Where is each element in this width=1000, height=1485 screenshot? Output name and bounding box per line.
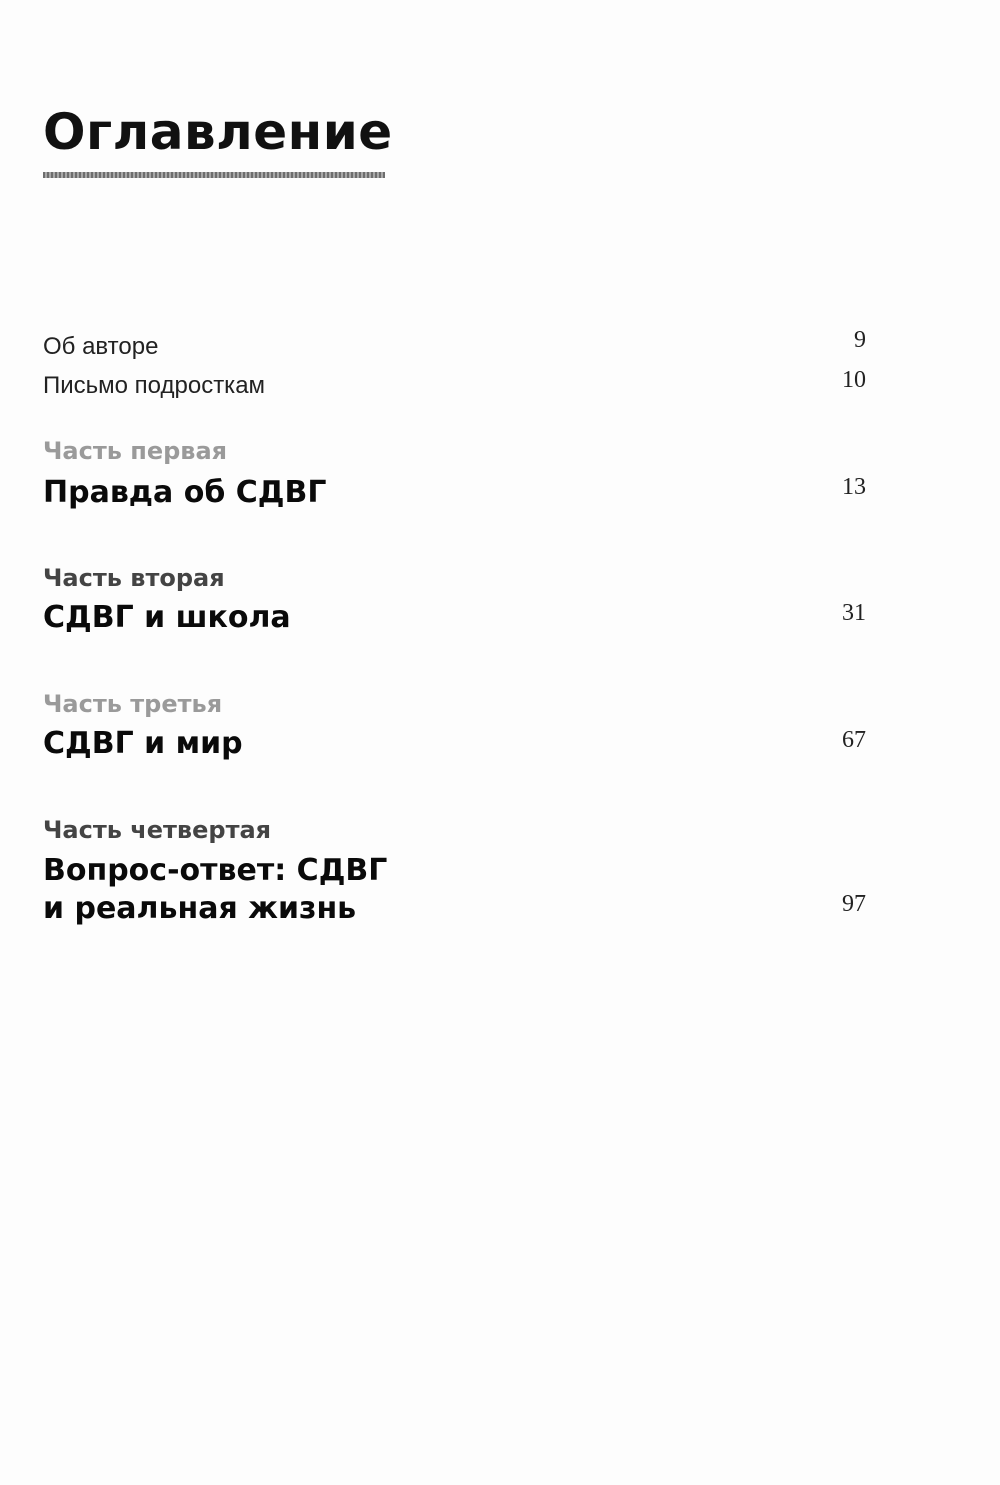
toc-entry-part-1[interactable]: Правда об СДВГ [43,475,327,510]
page-title: Оглавление [43,103,393,161]
title-underline [43,172,385,178]
part-label: Часть первая [43,437,228,465]
toc-entry-about-author[interactable]: Об авторе [43,333,159,360]
part-label: Часть четвертая [43,816,272,844]
toc-page-number: 13 [842,474,866,500]
toc-entry-letter-to-teens[interactable]: Письмо подросткам [43,372,266,399]
toc-page-number: 31 [842,600,866,626]
part-label: Часть третья [43,690,223,718]
toc-page-number: 67 [842,727,866,753]
toc-page-number: 97 [842,891,866,917]
toc-entry-part-4-line-2[interactable]: и реальная жизнь [43,891,357,926]
toc-page-number: 9 [854,327,866,353]
part-label: Часть вторая [43,564,225,592]
toc-entry-part-4[interactable]: Вопрос-ответ: СДВГ [43,853,388,888]
toc-page-number: 10 [842,367,866,393]
toc-entry-part-3[interactable]: СДВГ и мир [43,726,243,761]
toc-entry-part-2[interactable]: СДВГ и школа [43,600,291,635]
